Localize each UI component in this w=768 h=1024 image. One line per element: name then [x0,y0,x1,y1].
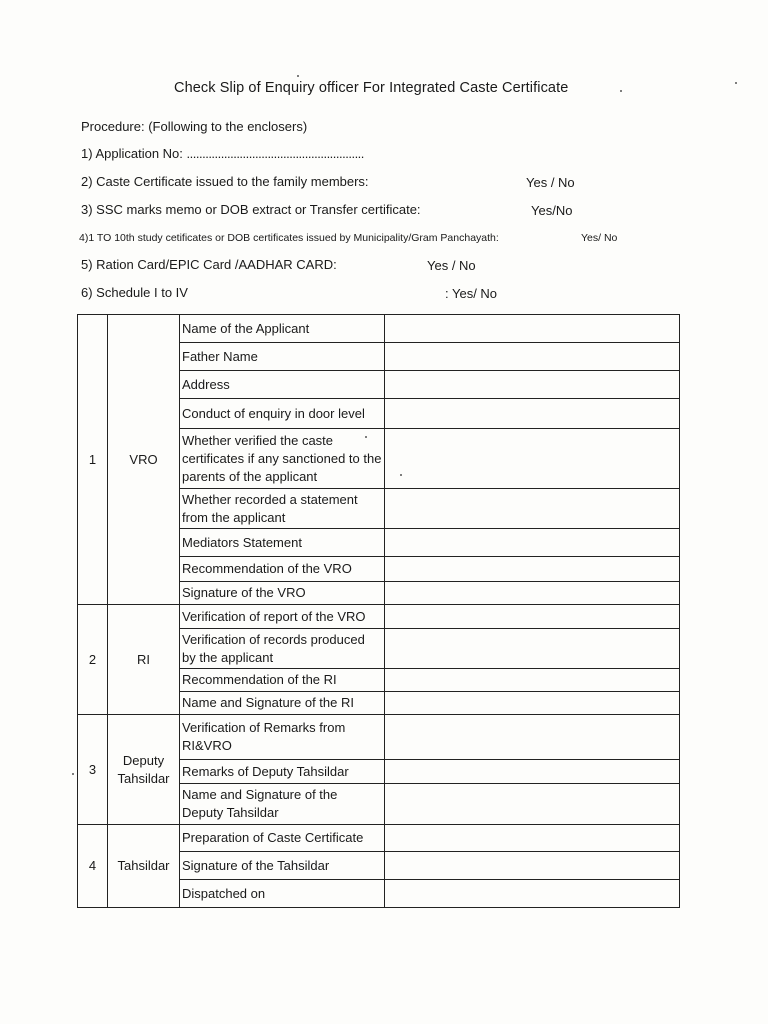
scan-speck [297,75,299,77]
checklist-item-6-answer: : Yes/ No [445,286,498,301]
scan-speck [72,773,74,775]
entry-field[interactable] [385,629,680,669]
row-label: Signature of the Tahsildar [180,852,385,880]
entry-field[interactable] [385,825,680,852]
row-label: Name and Signature of the Deputy Tahsildar [180,784,385,825]
checklist-item-4-answer: Yes/ No [581,232,618,244]
row-label: Remarks of Deputy Tahsildar [180,760,385,784]
entry-field[interactable] [385,489,680,529]
entry-field[interactable] [385,429,680,489]
entry-field[interactable] [385,784,680,825]
entry-field[interactable] [385,715,680,760]
entry-field[interactable] [385,880,680,908]
checklist-item-5: 5) Ration Card/EPIC Card /AADHAR CARD: [81,257,337,272]
row-label: Verification of Remarks from RI&VRO [180,715,385,760]
section-number: 4 [78,825,108,908]
scan-speck [620,90,622,92]
section-number: 1 [78,315,108,605]
table-row [78,605,680,629]
table-row [78,315,680,343]
row-label: Verification of records produced by the applicant [180,629,385,669]
entry-field[interactable] [385,692,680,715]
row-label: Whether recorded a statement from the applicant [180,489,385,529]
checklist-item-1-text: 1) Application No: [81,146,183,161]
table-row [78,715,680,760]
document-title: Check Slip of Enquiry officer For Integrated Caste Certificate [174,80,569,96]
entry-field[interactable] [385,399,680,429]
row-label: Whether verified the caste certificates if any sanctioned to the parents of the applicant [180,429,385,489]
section-number: 3 [78,715,108,825]
entry-field[interactable] [385,343,680,371]
row-label: Name and Signature of the RI [180,692,385,715]
entry-field[interactable] [385,852,680,880]
entry-field[interactable] [385,315,680,343]
entry-field[interactable] [385,371,680,399]
row-label: Dispatched on [180,880,385,908]
row-label: Signature of the VRO [180,582,385,605]
row-label: Name of the Applicant [180,315,385,343]
table-row [78,825,680,852]
scan-speck [365,436,367,438]
row-label: Mediators Statement [180,529,385,557]
row-label: Verification of report of the VRO [180,605,385,629]
section-officer: Deputy Tahsildar [108,715,180,825]
entry-field[interactable] [385,605,680,629]
entry-field[interactable] [385,669,680,692]
row-label: Conduct of enquiry in door level [180,399,385,429]
row-label: Father Name [180,343,385,371]
row-label: Recommendation of the RI [180,669,385,692]
scan-speck [400,474,402,476]
row-label: Preparation of Caste Certificate [180,825,385,852]
enquiry-table [77,314,680,908]
checklist-item-3-answer: Yes/No [531,203,573,218]
entry-field[interactable] [385,760,680,784]
application-no-blank: ......................................................... [186,146,364,161]
section-officer: Tahsildar [108,825,180,908]
checklist-item-4: 4)1 TO 10th study cetificates or DOB certificates issued by Municipality/Gram Panchayath: [79,232,499,244]
checklist-item-5-answer: Yes / No [427,258,476,273]
section-officer: VRO [108,315,180,605]
section-officer: RI [108,605,180,715]
row-label: Recommendation of the VRO [180,557,385,582]
checklist-item-2-answer: Yes / No [526,175,575,190]
procedure-heading: Procedure: (Following to the enclosers) [81,119,308,134]
entry-field[interactable] [385,557,680,582]
entry-field[interactable] [385,529,680,557]
checklist-item-1 [81,146,364,161]
scan-speck [735,82,737,84]
row-label: Address [180,371,385,399]
section-number: 2 [78,605,108,715]
entry-field[interactable] [385,582,680,605]
checklist-item-6: 6) Schedule I to IV [81,285,188,300]
checklist-item-3: 3) SSC marks memo or DOB extract or Transfer certificate: [81,202,421,217]
checklist-item-2: 2) Caste Certificate issued to the family members: [81,174,369,189]
